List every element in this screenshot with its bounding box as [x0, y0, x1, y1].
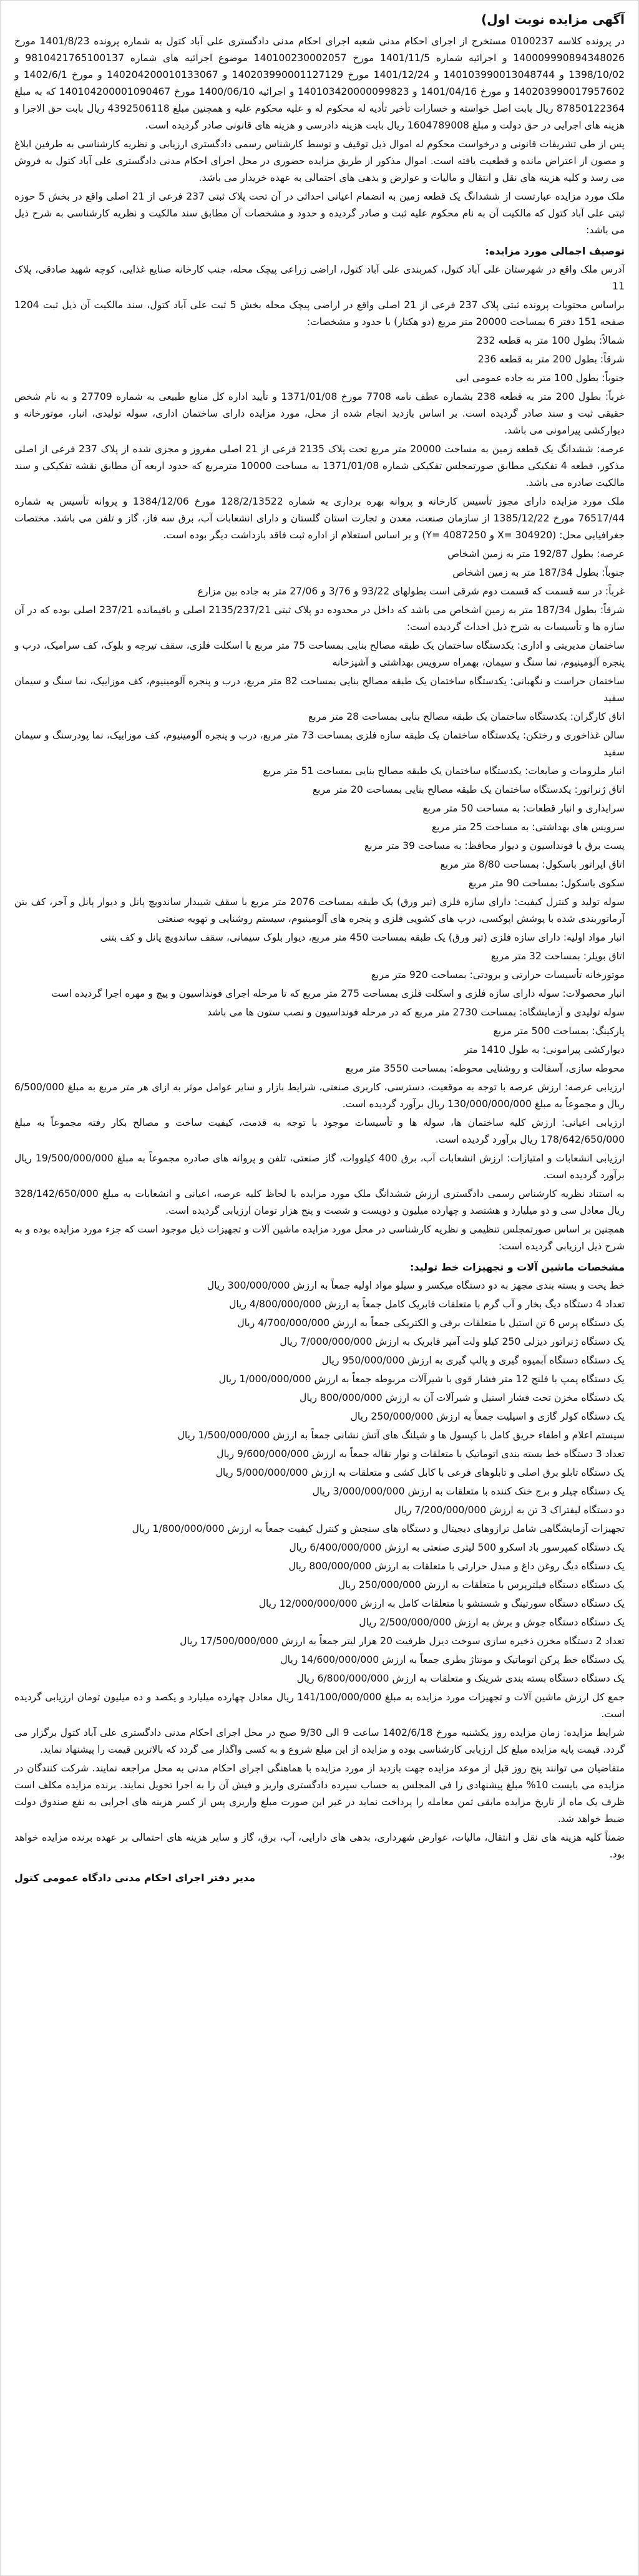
paragraph: انبار محصولات: سوله دارای سازه فلزی و اسکلت فلزی بمساحت 275 متر مربع که تا مرحله اجرای فونداسیون و پیچ و مهره اجرا گردیده است	[51, 988, 625, 999]
paragraph: شرقاً: بطول 200 متر به قطعه 236	[477, 354, 625, 365]
paragraph: یک دستگاه خط پرکن اتوماتیک و مونتاژ بطری جمعاً به ارزش 14/600/000/000 ریال	[280, 1654, 625, 1665]
paragraph: در پرونده کلاسه 0100237 مستخرج از اجرای احکام مدنی شعبه اجرای احکام مدنی دادگستری علی آباد کتول به شماره پرونده 1401/8/23 مورخ 140009990894348026 و اجرائیه شماره 1401/11/5 مورخ 140100230002057 موضوع اجرائیه های شماره 9810421765100137 و 1398/10/02 و 140103990013048744 و 1401/12/24 مورخ 140203990001127129 و 140204200010133067 و مورخ 1402/6/1 و 140203990017957602 و مورخ 1401/04/16 و 140103420000099823 و اجرائیه 1400/06/10 مورخ 140104200001090467 که به مبلغ 87850122364 ریال بابت اصل خواسته و خسارات تأخیر تأدیه له محکوم له و علیه محکوم علیه و همچنین مبلغ 4392506118 ریال بابت حق الاجرا و هزینه های اجرایی در حق دولت و مبلغ 1604789008 ریال بابت هزینه دادرسی و هزینه های قانونی صادر گردیده است.	[14, 36, 625, 131]
paragraph: سیستم اعلام و اطفاء حریق کامل با کپسول ها و شیلنگ های آتش نشانی جمعاً به ارزش 1/500/000/000 ریال	[177, 1430, 625, 1441]
paragraph: تجهیزات آزمایشگاهی شامل ترازوهای دیجیتال و دستگاه های سنجش و کنترل کیفیت جمعاً به ارزش 1/800/000/000 ریال	[132, 1523, 625, 1534]
paragraph: جنوباً: بطول 187/34 متر به زمین اشخاص	[452, 567, 625, 578]
paragraph: تعداد 3 دستگاه خط بسته بندی اتوماتیک با متعلقات و نوار نقاله جمعاً به ارزش 9/600/000/000 ریال	[217, 1448, 625, 1460]
paragraph: مشخصات ماشین آلات و تجهیزات خط تولید:	[409, 1261, 625, 1273]
document-title: آگهی مزایده نوبت اول)	[481, 12, 625, 27]
paragraph: یک دستگاه دستگاه بسته بندی شرینک و متعلقات به ارزش 6/800/000/000 ریال	[296, 1673, 625, 1684]
paragraph: انبار ملزومات و ضایعات: یکدستگاه ساختمان یک طبقه مصالح بنایی بمساحت 51 متر مربع	[263, 765, 625, 777]
paragraph: یک دستگاه مخزن تحت فشار استیل و شیرآلات آن به ارزش 800/000/000 ریال	[300, 1392, 625, 1403]
paragraph: خط پخت و بسته بندی مجهز به دو دستگاه میکسر و سیلو مواد اولیه جمعاً به ارزش 300/000/000 ریال	[207, 1280, 625, 1291]
paragraph: یک دستگاه دستگاه سورتینگ و شستشو با متعلقات کامل به ارزش 12/000/000/000 ریال	[258, 1598, 625, 1609]
paragraph: دو دستگاه لیفتراک 3 تن به ارزش 7/200/000/000 ریال	[394, 1504, 625, 1516]
paragraph: یک دستگاه دستگاه فیلترپرس با متعلقات به ارزش 250/000/000 ریال	[338, 1579, 625, 1591]
paragraph: ساختمان حراست و نگهبانی: یکدستگاه ساختمان یک طبقه مصالح بنایی بمساحت 82 متر مربع، درب و پنجره آلومینیوم، کف موزاییک، نما سنگ و سیمان سفید	[14, 675, 625, 704]
paragraph: اتاق ژنراتور: یکدستگاه ساختمان یک طبقه مصالح بنایی بمساحت 20 متر مربع	[312, 784, 625, 795]
paragraph: پست برق با فونداسیون و دیوار محافظ: به مساحت 39 متر مربع	[364, 840, 625, 851]
document-signature: مدیر دفتر اجرای احکام مدنی دادگاه عمومی کتول	[14, 1872, 255, 1884]
paragraph: تعداد 4 دستگاه دیگ بخار و آب گرم با متعلقات فابریک کامل جمعاً به ارزش 4/800/000/000 ریال	[229, 1299, 625, 1310]
paragraph: یک دستگاه دیگ روغن داغ و مبدل حرارتی با متعلقات به ارزش 800/000/000 ریال	[288, 1561, 625, 1572]
paragraph: آدرس ملک واقع در شهرستان علی آباد کتول، کمربندی علی آباد کتول، اراضی زراعی پیچک محله، جنب کارخانه صنایع غذایی، کوچه شهید صادقی، پلاک 11	[14, 264, 625, 292]
paragraph: غرباً: بطول 200 متر به قطعه 238 بشماره عطف نامه 7708 مورخ 1371/01/08 و تأیید اداره کل منابع طبیعی به شماره 27709 و به نام شخص حقیقی ثبت و سند صادر گردیده است. بر اساس بازدید انجام شده از محل، مورد مزایده دارای ساختمان اداری، سوله تولیدی، انبار، موتورخانه و دیوارکشی پیرامونی می باشد.	[14, 391, 625, 436]
paragraph: ملک مورد مزایده عبارتست از ششدانگ یک قطعه زمین به انضمام اعیانی احداثی در آن تحت پلاک ثبتی 237 فرعی از 21 اصلی واقع در بخش 5 حوزه ثبتی علی آباد کتول که مالکیت آن به نام محکوم علیه ثبت و صادر گردیده و حدود و مشخصات آن مطابق سند مالکیت و نظریه کارشناسی به شرح ذیل می باشد:	[14, 191, 625, 236]
paragraph: ارزیابی انشعابات و امتیازات: ارزش انشعابات آب، برق 400 کیلووات، گاز صنعتی، تلفن و پروانه های صادره مجموعاً به مبلغ 19/500/000/000 ریال برآورد گردیده است.	[14, 1153, 625, 1181]
paragraph: ارزیابی عرصه: ارزش عرصه با توجه به موقعیت، دسترسی، کاربری صنعتی، شرایط بازار و سایر عوامل موثر به ازای هر متر مربع به مبلغ 6/500/000 ریال و مجموعاً به مبلغ 130/000/000/000 ریال برآورد گردیده است.	[14, 1082, 625, 1110]
paragraph: ملک مورد مزایده دارای مجوز تأسیس کارخانه و پروانه بهره برداری به شماره 128/2/13522 مورخ 1384/12/06 و پروانه تأسیس به شماره 76517/44 مورخ 1385/12/22 از سازمان صنعت، معدن و تجارت استان گلستان و دارای انشعابات آب، برق سه فاز، گاز و تلفن می باشد. مختصات جغرافیایی محل: (X= 304920 و Y= 4087250) و بر اساس استعلام از اداره ثبت فاقد بازداشت دیگر بوده است.	[14, 496, 625, 541]
paragraph: همچنین بر اساس صورتمجلس تنظیمی و نظریه کارشناسی در محل مورد مزایده ماشین آلات و تجهیزات ذیل موجود است که جزء مورد مزایده بوده و به شرح ذیل ارزیابی گردیده است:	[14, 1224, 625, 1252]
paragraph: یک دستگاه چیلر و برج خنک کننده با متعلقات به ارزش 3/000/000/000 ریال	[312, 1486, 625, 1497]
paragraph: موتورخانه تأسیسات حرارتی و برودتی: بمساحت 920 متر مربع	[371, 969, 625, 981]
paragraph: دیوارکشی پیرامونی: به طول 1410 متر	[464, 1044, 625, 1055]
paragraph: سوله تولید و کنترل کیفیت: دارای سازه فلزی (تیر ورق) یک طبقه بمساحت 2076 متر مربع با سقف شیبدار ساندویچ پانل و دیوار پانل و آجر، کف بتن آرماتوربندی شده با پوشش اپوکسی، درب های کشویی فلزی و پنجره های آلومینیوم، سیستم روشنایی و تهویه صنعتی	[14, 896, 625, 924]
paragraph: جمع کل ارزش ماشین آلات و تجهیزات مورد مزایده به مبلغ 141/100/000/000 ریال معادل چهارده میلیارد و یکصد و ده میلیون تومان ارزیابی گردیده است.	[14, 1692, 625, 1720]
paragraph: ضمناً کلیه هزینه های نقل و انتقال، مالیات، عوارض شهرداری، بدهی های دارایی، آب، برق، گاز و سایر هزینه های احتمالی بر عهده برنده مزایده خواهد بود.	[14, 1832, 625, 1860]
paragraph: سکوی باسکول: بمساحت 90 متر مربع	[468, 878, 625, 889]
paragraph: یک دستگاه ژنراتور دیزلی 250 کیلو ولت آمپر فابریک به ارزش 7/000/000/000 ریال	[280, 1336, 625, 1347]
paragraph: ساختمان مدیریتی و اداری: یکدستگاه ساختمان یک طبقه مصالح بنایی بمساحت 75 متر مربع با اسکلت فلزی، سقف تیرچه و بلوک، کف سرامیک، درب و پنجره آلومینیوم، نما سنگ و سیمان، بهمراه سرویس بهداشتی و آشپزخانه	[14, 640, 625, 668]
paragraph: پارکینگ: بمساحت 500 متر مربع	[493, 1025, 625, 1037]
paragraph: به استناد نظریه کارشناس رسمی دادگستری ارزش ششدانگ ملک مورد مزایده با لحاظ کلیه عرصه، اعیانی و انشعابات به مبلغ 328/142/650/000 ریال معادل سی و دو میلیارد و هشتصد و چهارده میلیون و دویست و شصت و پنج هزار تومان ارزیابی گردیده است.	[14, 1188, 625, 1216]
paragraph: توصیف اجمالی مورد مزایده:	[485, 245, 625, 257]
document-body	[14, 33, 625, 1863]
paragraph: یک دستگاه دستگاه آبمیوه گیری و پالپ گیری به ارزش 950/000/000 ریال	[321, 1355, 625, 1366]
paragraph: انبار مواد اولیه: دارای سازه فلزی (تیر ورق) یک طبقه بمساحت 450 متر مربع، دیوار بلوک سیمانی، سقف ساندویچ پانل و کف بتنی	[100, 932, 625, 943]
paragraph: سرویس های بهداشتی: به مساحت 25 متر مربع	[431, 821, 625, 833]
paragraph: سوله تولیدی و آزمایشگاه: بمساحت 2730 متر مربع که در مرحله فونداسیون و نصب ستون ها می باشد	[207, 1007, 625, 1018]
paragraph: اتاق کارگران: یکدستگاه ساختمان یک طبقه مصالح بنایی بمساحت 28 متر مربع	[308, 711, 625, 722]
paragraph: اتاق اپراتور باسکول: بمساحت 8/80 متر مربع	[440, 859, 625, 870]
paragraph: شرایط مزایده: زمان مزایده روز یکشنبه مورخ 1402/6/18 ساعت 9 الی 9/30 صبح در محل اجرای احکام مدنی دادگستری علی آباد کتول برگزار می گردد. قیمت پایه مزایده مبلغ کل ارزیابی کارشناسی بوده و مزایده از این مبلغ شروع و به کسی واگذار می گردد که بالاترین قیمت را پیشنهاد نماید.	[14, 1727, 625, 1755]
paragraph: عرصه: بطول 192/87 متر به زمین اشخاص	[447, 548, 625, 559]
paragraph: جنوباً: بطول 100 متر به جاده عمومی ابی	[456, 372, 625, 384]
paragraph: یک دستگاه پمپ با فلنج 12 متر فشار قوی با شیرآلات مربوطه جمعاً به ارزش 1/000/000/000 ریال	[218, 1373, 625, 1385]
paragraph: محوطه سازی، آسفالت و روشنایی محوطه: بمساحت 3550 متر مربع	[345, 1063, 625, 1074]
paragraph: یک دستگاه پرس 6 تن استیل با متعلقات برقی و الکتریکی جمعاً به ارزش 4/700/000/000 ریال	[237, 1317, 625, 1329]
paragraph: ارزیابی اعیانی: ارزش کلیه ساختمان ها، سوله ها و تأسیسات موجود با توجه به قدمت، کیفیت ساخت و مصالح بکار رفته مجموعاً به مبلغ 178/642/650/000 ریال برآورد گردیده است.	[14, 1117, 625, 1145]
paragraph: یک دستگاه تابلو برق اصلی و تابلوهای فرعی با کابل کشی و متعلقات به ارزش 5/000/000/000 ریال	[215, 1467, 625, 1478]
paragraph: تعداد 2 دستگاه مخزن ذخیره سازی سوخت دیزل ظرفیت 20 هزار لیتر جمعاً به ارزش 17/500/000/000 ریال	[180, 1635, 625, 1647]
paragraph: یک دستگاه کولر گازی و اسپلیت جمعاً به ارزش 250/000/000 ریال	[350, 1411, 625, 1422]
paragraph: پس از طی تشریفات قانونی و درخواست محکوم له اموال ذیل توقیف و توسط کارشناس رسمی دادگستری ارزیابی و نظریه کارشناسی به طرفین ابلاغ و مصون از اعتراض مانده و قطعیت یافته است. اموال مذکور از طریق مزایده حضوری در محل اجرای احکام مدنی دادگستری علی آباد کتول به فروش می رسد و کلیه هزینه های نقل و انتقال و مالیات و عوارض و بدهی های احتمالی به عهده خریدار می باشد.	[14, 138, 625, 183]
paragraph: متقاضیان می توانند پنج روز قبل از موعد مزایده جهت بازدید از مورد مزایده با هماهنگی اجرای احکام مدنی به محل مراجعه نمایند. شرکت کنندگان در مزایده می بایست 10% مبلغ پیشنهادی را فی المجلس به حساب سپرده دادگستری واریز و فیش آن را به اجرا تحویل نمایند. برنده مزایده مکلف است ظرف یک ماه از تاریخ مزایده مابقی ثمن معامله را پرداخت نماید در غیر این صورت مبلغ واریزی پس از کسر هزینه های اجرایی به نفع صندوق دولت ضبط خواهد شد.	[14, 1763, 625, 1824]
paragraph: سالن غذاخوری و رختکن: یکدستگاه ساختمان یک طبقه سازه فلزی بمساحت 73 متر مربع، درب و پنجره آلومینیوم، کف موزاییک، نما پودرسنگ و سیمان سفید	[14, 730, 625, 758]
paragraph: براساس محتویات پرونده ثبتی پلاک 237 فرعی از 21 اصلی واقع در اراضی پیچک محله بخش 5 ثبت علی آباد کتول، سند مالکیت آن ذیل ثبت 1204 صفحه 151 دفتر 6 بمساحت 20000 متر مربع (دو هکتار) با حدود و مشخصات:	[14, 299, 625, 327]
paragraph: شرقاً: بطول 187/34 متر به زمین اشخاص می باشد که داخل در محدوده دو پلاک ثبتی 2135/237/21 اصلی و باقیمانده 237/21 اصلی بوده که در آن سازه ها و تأسیسات به شرح ذیل احداث گردیده است:	[14, 604, 625, 632]
paragraph: یک دستگاه کمپرسور باد اسکرو 500 لیتری صنعتی به ارزش 6/400/000/000 ریال	[289, 1542, 625, 1553]
paragraph: سرایداری و انبار قطعات: به مساحت 50 متر مربع	[422, 803, 625, 814]
paragraph: غرباً: در سه قسمت که قسمت دوم شرقی است بطولهای 93/22 و 3/76 و 27/06 متر به جاده بین مزارع	[197, 586, 625, 597]
paragraph: اتاق بویلر: بمساحت 32 متر مربع	[490, 951, 625, 962]
paragraph: عرصه: ششدانگ یک قطعه زمین به مساحت 20000 متر مربع تحت پلاک 2135 فرعی از 21 اصلی مفروز و مجزی شده از پلاک 237 فرعی از اصلی مذکور، قطعه 4 تفکیکی مطابق صورتمجلس تفکیکی شماره 1371/01/08 به مساحت 10000 مترمربع که حدود اربعه آن مطابق نقشه تفکیکی و سند مالکیت صادره می باشد.	[14, 443, 625, 488]
paragraph: شمالاً: بطول 100 متر به قطعه 232	[476, 335, 625, 346]
paragraph: یک دستگاه دستگاه جوش و برش به ارزش 2/500/000/000 ریال	[359, 1617, 625, 1628]
